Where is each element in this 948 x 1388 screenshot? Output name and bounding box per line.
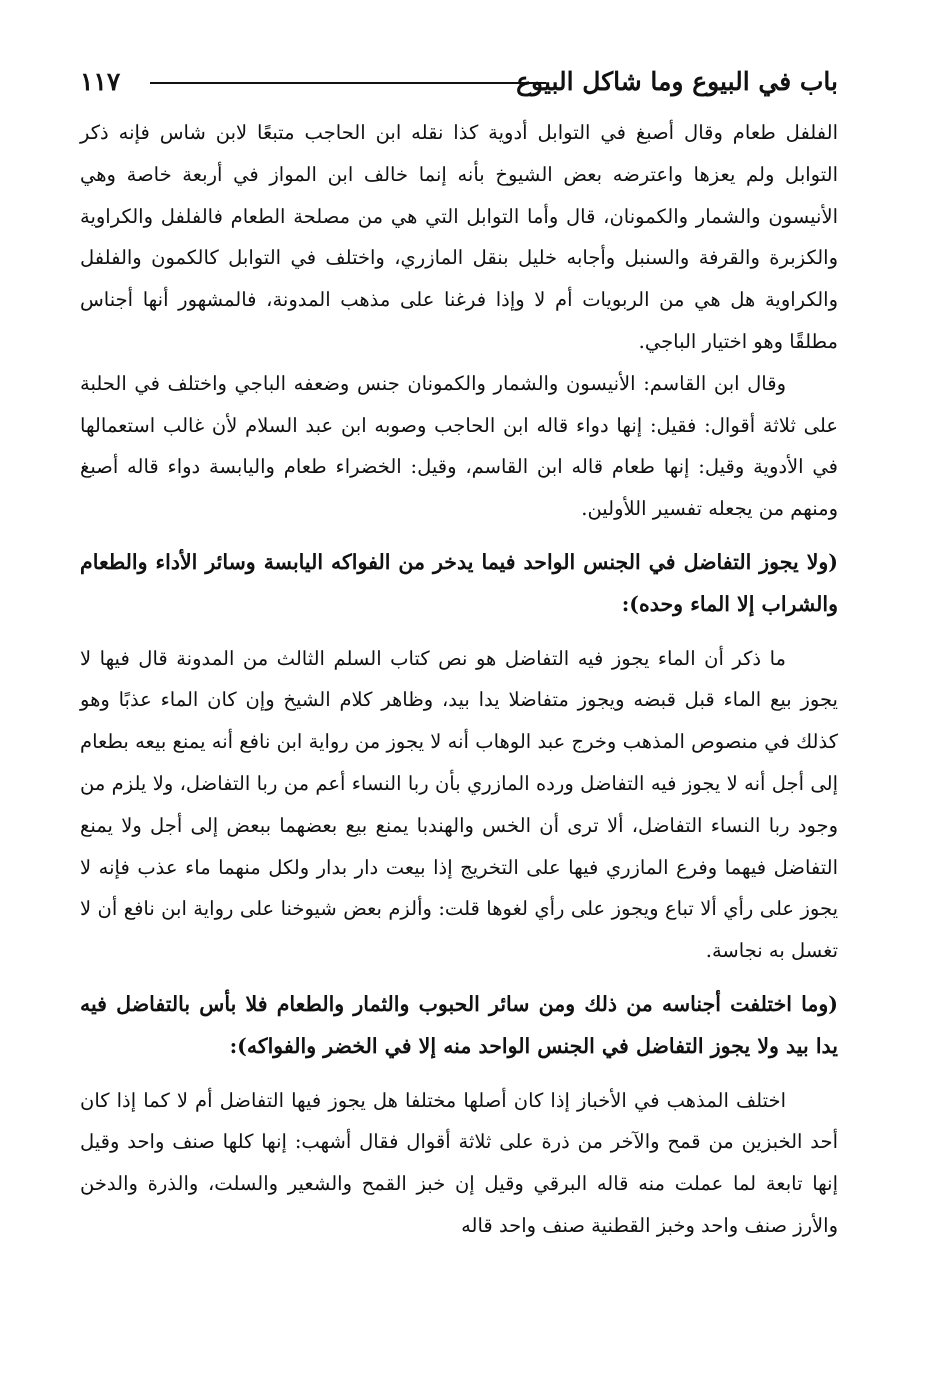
chapter-title: باب في البيوع وما شاكل البيوع [516, 67, 838, 96]
paragraph-water-commentary: ما ذكر أن الماء يجوز فيه التفاضل هو نص كتاب السلم الثالث من المدونة قال فيها لا يجوز بيع الماء قبل قبضه ويجوز متفاضلا يدا بيد، وظاهر كلام الشيخ وإن كان الماء عذبًا وهو كذلك في منصوص المذهب وخرج عبد الوهاب أنه لا يجوز من رواية ابن نافع أنه يمنع بيعه بطعام إلى أجل أنه لا يجوز فيه التفاضل ورده المازري بأن ربا النساء أعم من ربا التفاضل، ولا يلزم من وجود ربا النساء التفاضل، ألا ترى أن الخس والهندبا يمنع بيع بعضهما ببعض إلى أجل ولا يمنع التفاضل فيهما وفرع المازري فيها على التخريج إذا بيعت دار بدار ولكل منهما ماء عذب فإنه لا يجوز على رأي ألا تباع ويجوز على رأي لغوها قلت: وألزم بعض شيوخنا على رواية ابن نافع أن لا تغسل به نجاسة. [80, 646, 838, 963]
body-text [80, 112, 838, 1247]
matn-different-kinds: (وما اختلفت أجناسه من ذلك ومن سائر الحبوب والثمار والطعام فلا بأس بالتفاضل فيه يدا بيد ولا يجوز التفاضل في الجنس الواحد منه إلا في الخضر والفواكه): [80, 991, 838, 1058]
matn-water-ruling: (ولا يجوز التفاضل في الجنس الواحد فيما يدخر من الفواكه اليابسة وسائر الأداء والطعام والشراب إلا الماء وحده): [80, 549, 838, 616]
paragraph-spices: الفلفل طعام وقال أصبغ في التوابل أدوية كذا نقله ابن الحاجب متبعًا لابن شاس فإنه ذكر التوابل ولم يعزها واعترضه بعض الشيوخ بأنه إنما خالف ابن المواز في أربعة خاصة وهي الأنيسون والشمار والكمونان، قال وأما التوابل التي هي من مصلحة الطعام فالفلفل والكراوية والكزبرة والقرفة والسنبل وأجابه خليل بنقل المازري، واختلف في التوابل كالكمون والفلفل والكراوية هل هي من الربويات أم لا وإذا فرغنا على مذهب المدونة، فالمشهور أنها أجناس مطلقًا وهو اختيار الباجي. [80, 121, 838, 353]
paragraph-ibn-qasim: وقال ابن القاسم: الأنيسون والشمار والكمونان جنس وضعفه الباجي واختلف في الحلبة على ثلاثة أقوال: فقيل: إنها دواء قاله ابن الحاجب وصوبه ابن عبد السلام لأن غالب استعمالها في الأدوية وقيل: إنها طعام قاله ابن القاسم، وقيل: الخضراء طعام واليابسة دواء قاله أصبغ ومنهم من يجعله تفسير اللأولين. [80, 371, 838, 521]
header-rule [150, 82, 546, 84]
page-number: ١١٧ [80, 67, 121, 96]
page-header [80, 62, 838, 102]
paragraph-breads: اختلف المذهب في الأخباز إذا كان أصلها مختلفا هل يجوز فيها التفاضل أم لا كما إذا كان أحد الخبزين من قمح والآخر من ذرة على ثلاثة أقوال فقال أشهب: إنها كلها صنف واحد وقيل إنها تابعة لما عملت منه قاله البرقي وقيل إن خبز القمح والشعير والسلت، والذرة والدخن والأرز صنف واحد وخبز القطنية صنف واحد قاله [80, 1088, 838, 1237]
